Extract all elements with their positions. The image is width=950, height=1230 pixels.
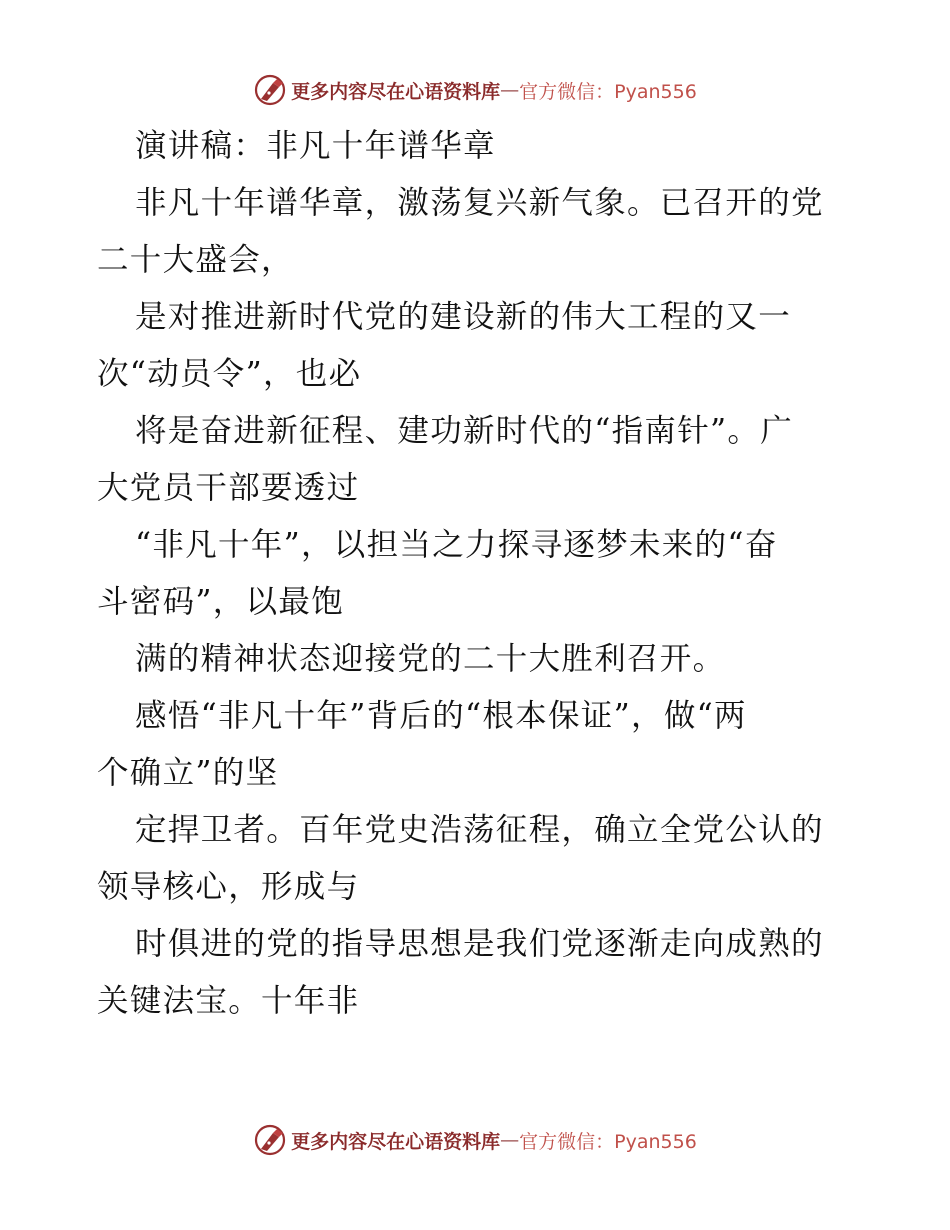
- banner-separator: —: [500, 1129, 520, 1151]
- paragraph-line: 时俱进的党的指导思想是我们党逐渐走向成熟的: [135, 926, 824, 962]
- paragraph-line: 二十大盛会，: [97, 242, 294, 278]
- footer-banner: [0, 1120, 950, 1160]
- paragraph-line: 是对推进新时代党的建设新的伟大工程的又一: [135, 299, 792, 335]
- paragraph-line: 非凡十年谱华章，激荡复兴新气象。已召开的党: [135, 185, 824, 221]
- paragraph-line: 将是奋进新征程、建功新时代的“指南针”。广: [135, 413, 794, 449]
- pen-nib-logo-icon: [253, 1123, 287, 1157]
- paragraph-line: 大党员干部要透过: [97, 470, 360, 506]
- paragraph-line: 个确立”的坚: [97, 755, 279, 791]
- paragraph-line: “非凡十年”，以担当之力探寻逐梦未来的“奋: [135, 527, 778, 563]
- paragraph-line: 领导核心，形成与: [97, 869, 360, 905]
- paragraph-line: 次“动员令”，也必: [97, 356, 362, 392]
- paragraph-line: 满的精神状态迎接党的二十大胜利召开。: [135, 641, 726, 677]
- brand-text: 更多内容尽在心语资料库: [291, 1130, 501, 1153]
- paragraph-line: 关键法宝。十年非: [97, 983, 360, 1019]
- document-title: 演讲稿：非凡十年谱华章: [135, 128, 496, 164]
- wechat-contact: 官方微信：Pyan556: [519, 80, 697, 103]
- wechat-contact: 官方微信：Pyan556: [519, 1130, 697, 1153]
- brand-text: 更多内容尽在心语资料库: [291, 80, 501, 103]
- document-body: [97, 118, 857, 1030]
- paragraph-line: 斗密码”，以最饱: [97, 584, 345, 620]
- pen-nib-logo-icon: [253, 73, 287, 107]
- paragraph-line: 定捍卫者。百年党史浩荡征程，确立全党公认的: [135, 812, 824, 848]
- banner-separator: —: [500, 79, 520, 101]
- paragraph-line: 感悟“非凡十年”背后的“根本保证”，做“两: [135, 698, 747, 734]
- header-banner: [0, 70, 950, 110]
